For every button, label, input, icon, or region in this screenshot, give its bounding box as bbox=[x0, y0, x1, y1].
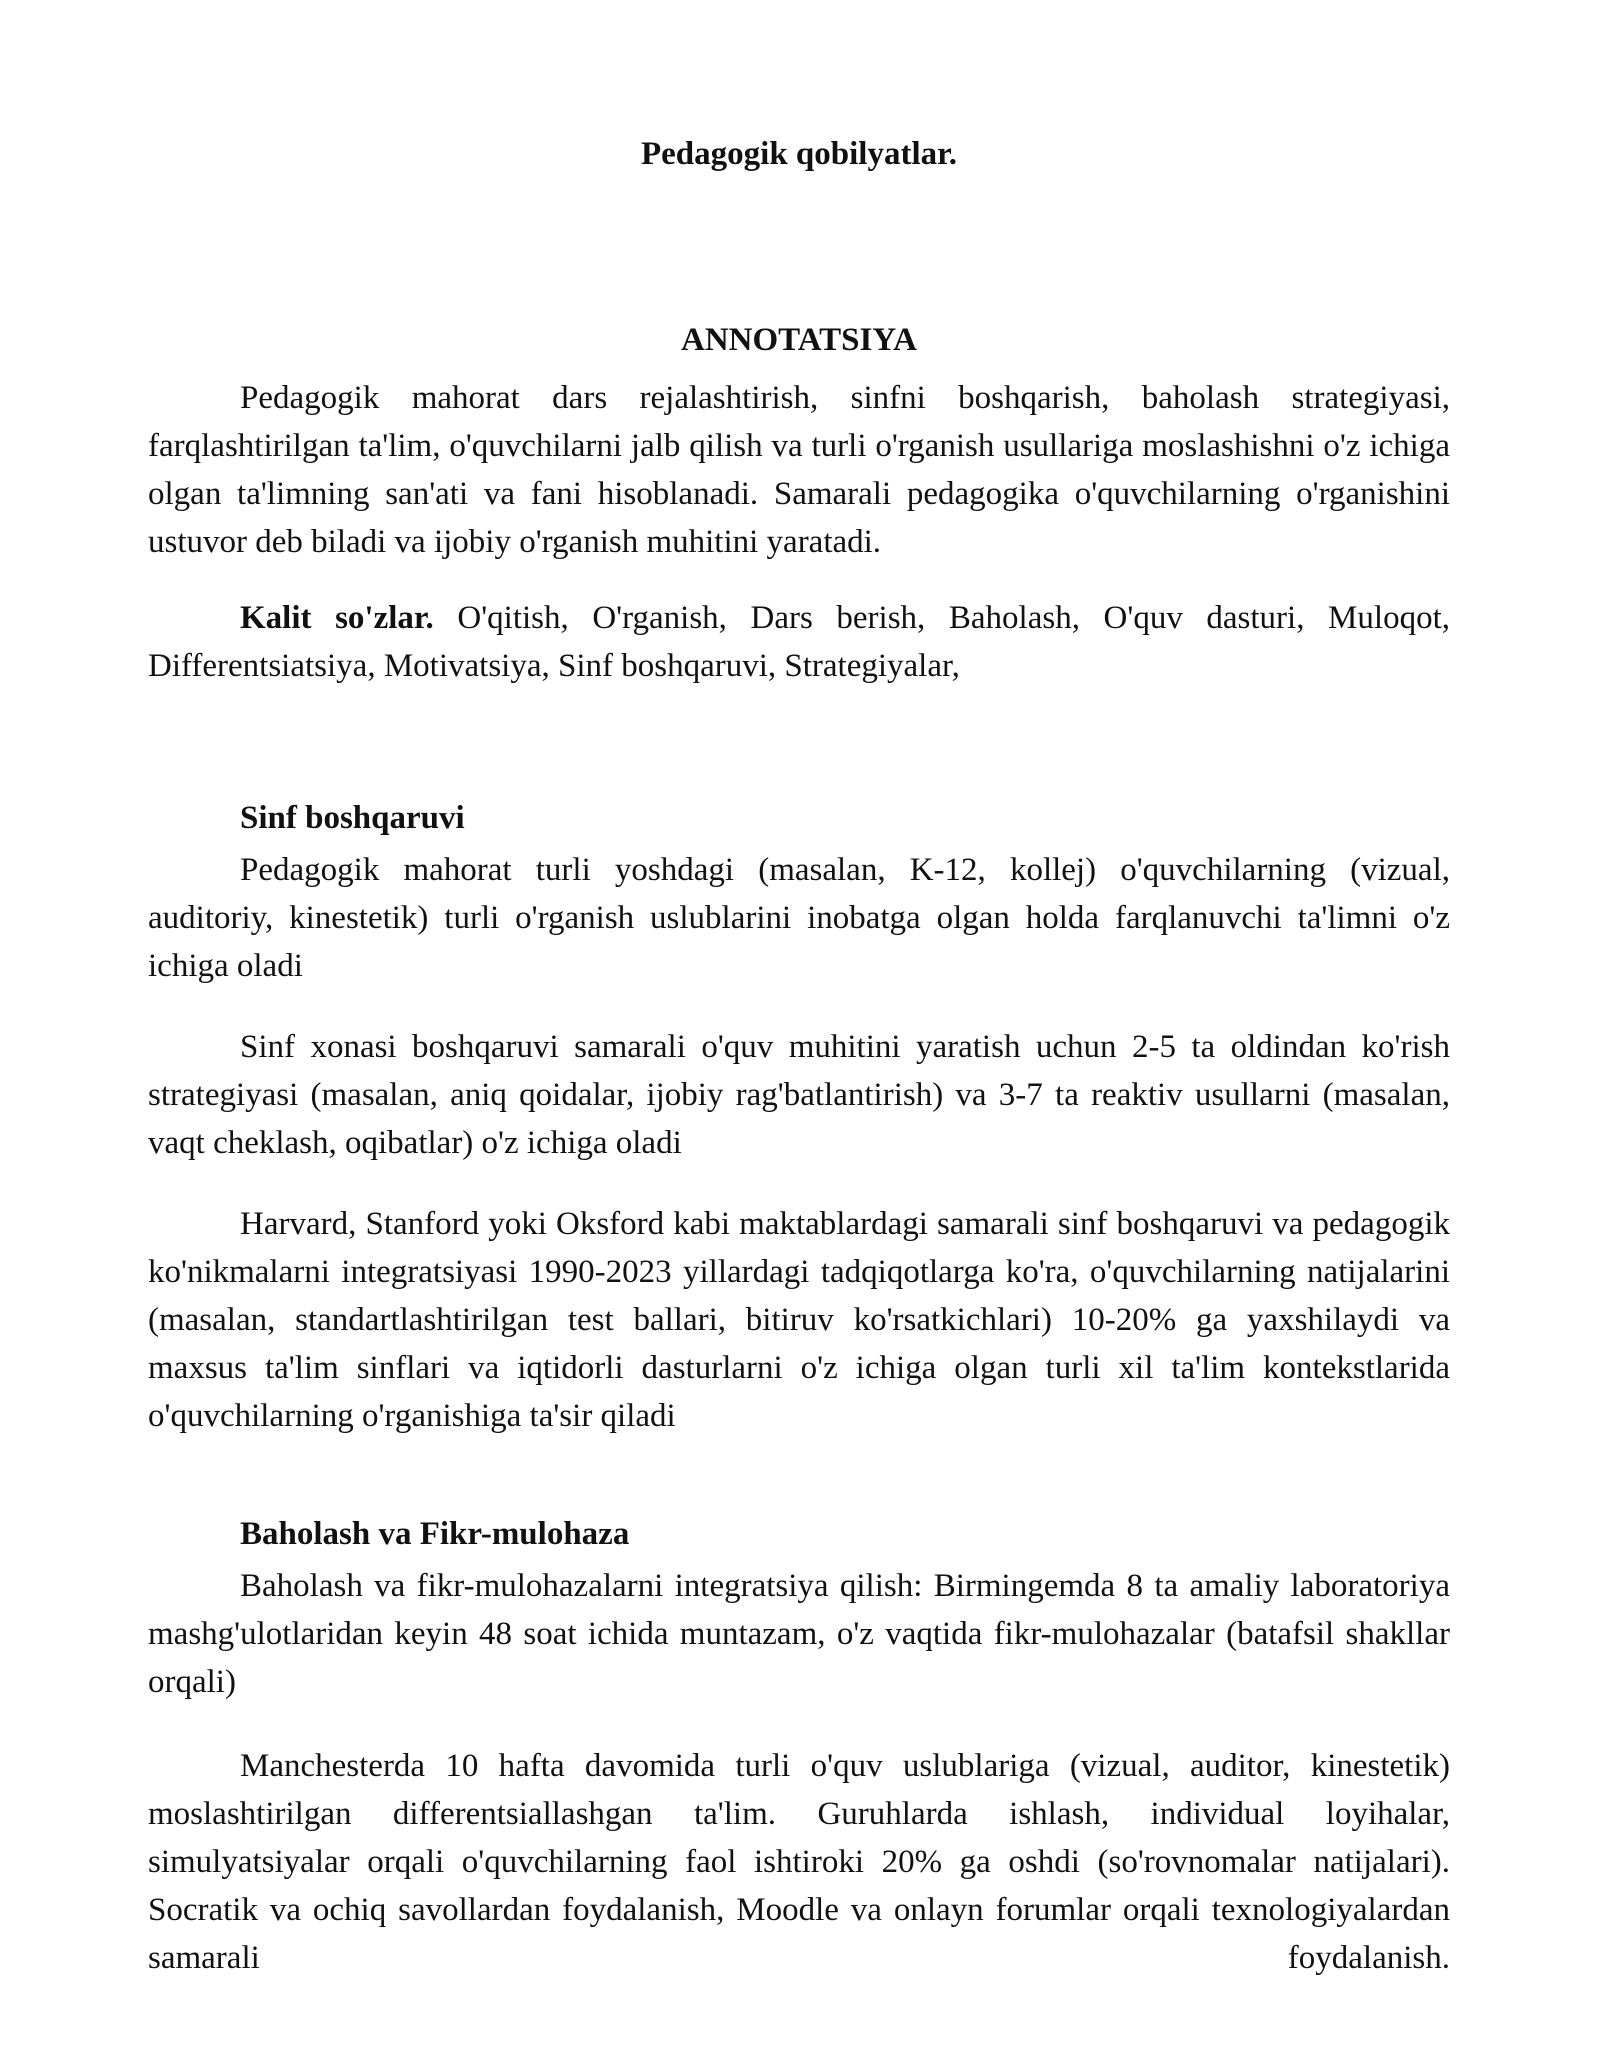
annotation-heading: ANNOTATSIYA bbox=[681, 322, 917, 358]
section-paragraph: Sinf xonasi boshqaruvi samarali o'quv muhitini yaratish uchun 2-5 ta oldindan ko'rish strategiyasi (masalan, aniq qoidalar, ijobiy rag'batlantirish) va 3-7 ta reaktiv usullarni (masalan, vaqt cheklash, oqibatlar) o'z ichiga oladi bbox=[148, 1029, 1450, 1161]
keywords-label: Kalit so'zlar. bbox=[240, 600, 434, 636]
document-title: Pedagogik qobilyatlar. bbox=[641, 136, 957, 172]
keywords-list: O'qitish, O'rganish, Dars berish, Baholash, O'quv dasturi, Muloqot, Differentsiatsiya, Motivatsiya, Sinf boshqaruvi, Strategiyalar, bbox=[148, 600, 1450, 684]
section-paragraph: Manchesterda 10 hafta davomida turli o'quv uslublariga (vizual, auditor, kinestetik) moslashtirilgan differentsiallashgan ta'lim. Guruhlarda ishlash, individual loyihalar, simulyatsiyalar orqali o'quvchilarning faol ishtiroki 20% ga oshdi (so'rovnomalar natijalari). Socratik va ochiq savollardan foydalanish, Moodle va onlayn forumlar orqali texnologiyalardan samarali foydalanish. bbox=[148, 1748, 1450, 1976]
section-paragraph: Pedagogik mahorat turli yoshdagi (masalan, K-12, kollej) o'quvchilarning (vizual, auditoriy, kinestetik) turli o'rganish uslublarini inobatga olgan holda farqlanuvchi ta'limni o'z ichiga oladi bbox=[148, 852, 1450, 984]
keywords-paragraph bbox=[148, 594, 1450, 690]
section-heading-assessment-feedback: Baholash va Fikr-mulohaza bbox=[240, 1516, 630, 1552]
section-paragraph: Harvard, Stanford yoki Oksford kabi maktablardagi samarali sinf boshqaruvi va pedagogik ko'nikmalarni integratsiyasi 1990-2023 yillardagi tadqiqotlarga ko'ra, o'quvchilarning natijalarini (masalan, standartlashtirilgan test ballari, bitiruv ko'rsatkichlari) 10-20% ga yaxshilaydi va maxsus ta'lim sinflari va iqtidorli dasturlarni o'z ichiga olgan turli xil ta'lim kontekstlarida o'quvchilarning o'rganishiga ta'sir qiladi bbox=[148, 1206, 1450, 1434]
section-heading-classroom-management: Sinf boshqaruvi bbox=[240, 800, 465, 836]
section-paragraph: Baholash va fikr-mulohazalarni integratsiya qilish: Birmingemda 8 ta amaliy laboratoriya mashg'ulotlaridan keyin 48 soat ichida muntazam, o'z vaqtida fikr-mulohazalar (batafsil shakllar orqali) bbox=[148, 1568, 1450, 1700]
document-page bbox=[148, 0, 1450, 2070]
annotation-paragraph: Pedagogik mahorat dars rejalashtirish, sinfni boshqarish, baholash strategiyasi, farqlashtirilgan ta'lim, o'quvchilarni jalb qilish va turli o'rganish usullariga moslashishni o'z ichiga olgan ta'limning san'ati va fani hisoblanadi. Samarali pedagogika o'quvchilarning o'rganishini ustuvor deb biladi va ijobiy o'rganish muhitini yaratadi. bbox=[148, 380, 1450, 560]
